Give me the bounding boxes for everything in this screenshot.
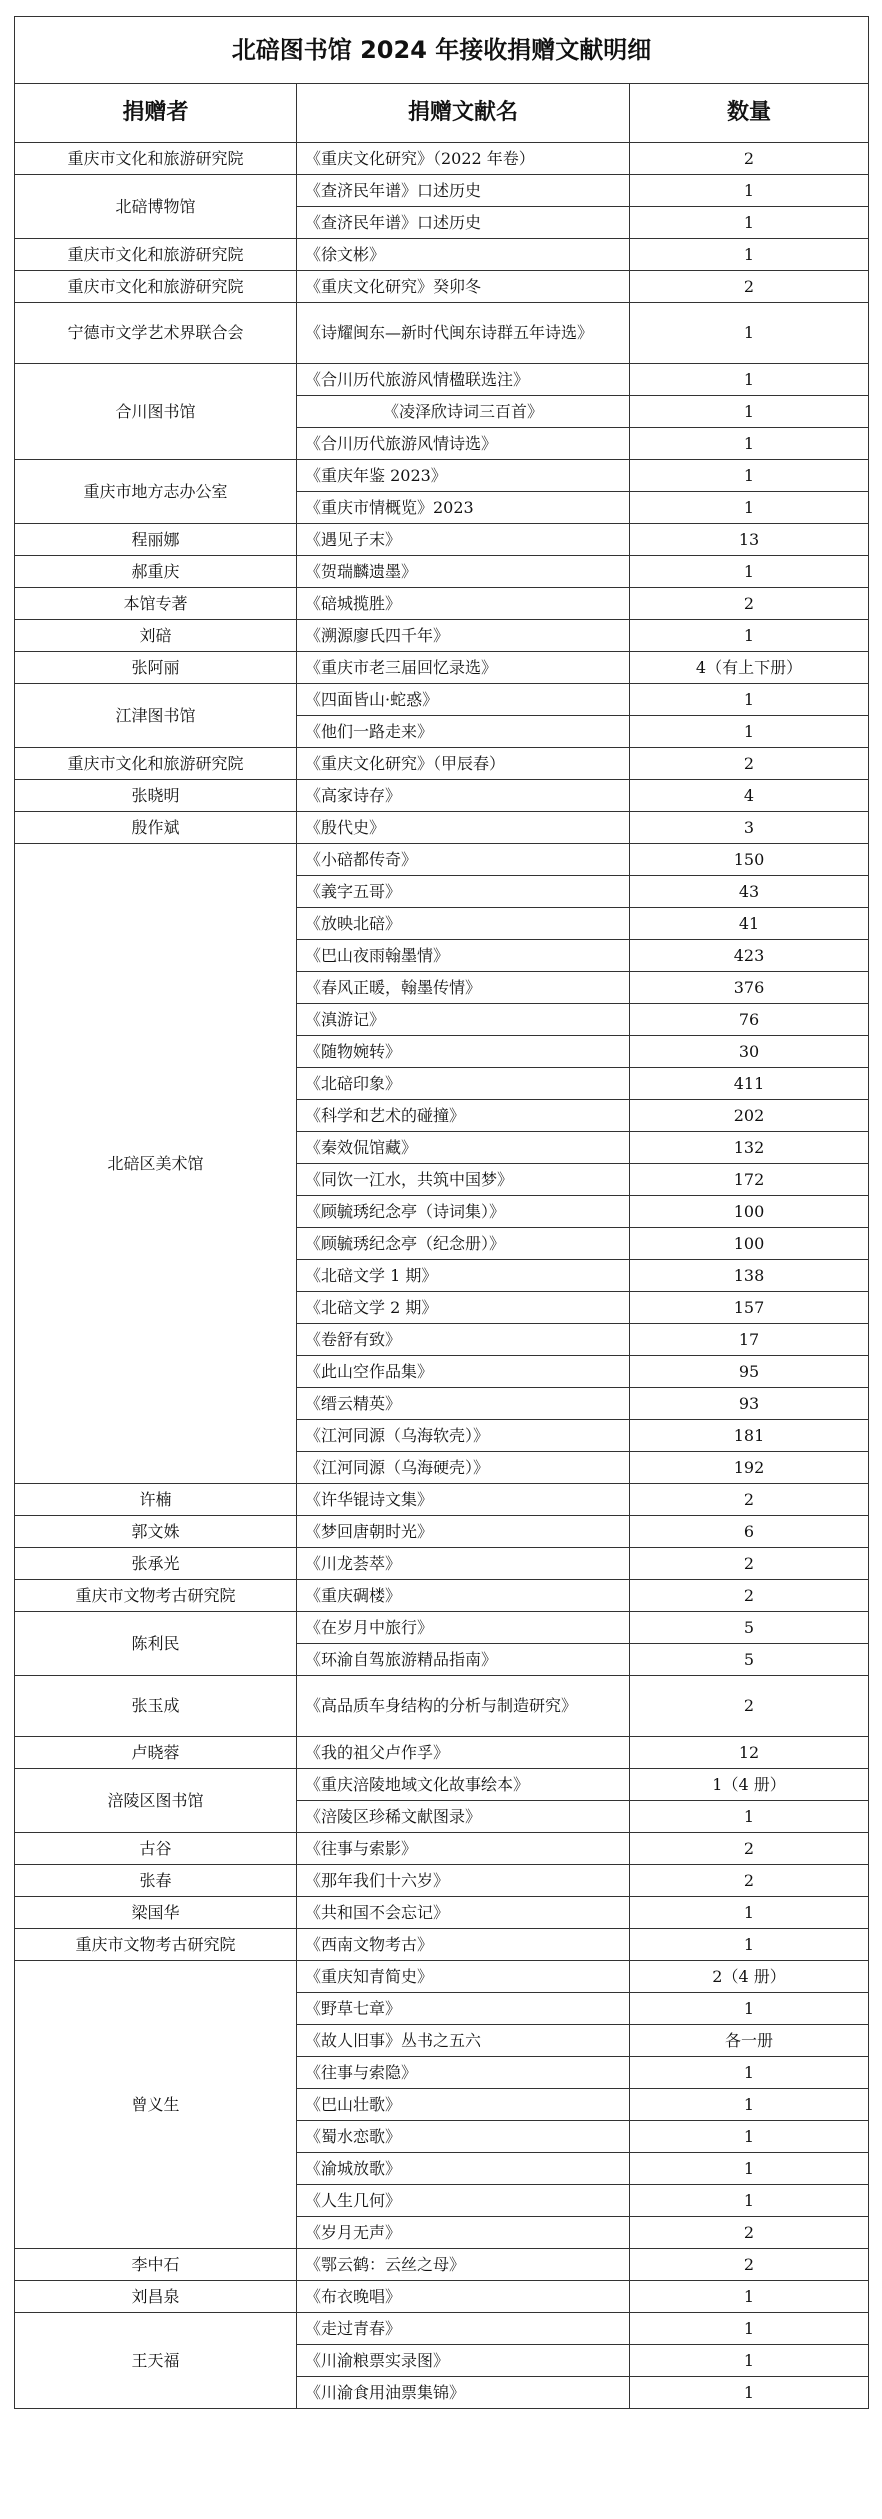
document-title-cell: 《北碚印象》	[297, 1068, 630, 1100]
quantity-cell: 1	[630, 207, 869, 239]
table-row	[15, 652, 869, 684]
document-title-cell: 《鄂云鹤：云丝之母》	[297, 2249, 630, 2281]
table-row	[15, 2281, 869, 2313]
quantity-cell: 1	[630, 2089, 869, 2121]
table-row	[15, 780, 869, 812]
document-title-cell: 《重庆碉楼》	[297, 1580, 630, 1612]
quantity-cell: 2	[630, 1865, 869, 1897]
quantity-cell: 2	[630, 1548, 869, 1580]
donor-cell: 殷作斌	[15, 812, 297, 844]
quantity-cell: 1	[630, 620, 869, 652]
document-title-cell: 《那年我们十六岁》	[297, 1865, 630, 1897]
table-row	[15, 239, 869, 271]
document-title-cell: 《江河同源（乌海软壳）》	[297, 1420, 630, 1452]
donor-cell: 李中石	[15, 2249, 297, 2281]
document-title-cell: 《许华锟诗文集》	[297, 1484, 630, 1516]
quantity-cell: 1	[630, 364, 869, 396]
document-title-cell: 《放映北碚》	[297, 908, 630, 940]
donor-cell: 郭文姝	[15, 1516, 297, 1548]
quantity-cell: 2	[630, 1833, 869, 1865]
quantity-cell: 1	[630, 492, 869, 524]
document-title-cell: 《故人旧事》丛书之五六	[297, 2025, 630, 2057]
column-header-title: 捐赠文献名	[297, 84, 630, 143]
donor-cell: 宁德市文学艺术界联合会	[15, 303, 297, 364]
document-title-cell: 《往事与索隐》	[297, 2057, 630, 2089]
table-row	[15, 1961, 869, 1993]
donor-cell: 张承光	[15, 1548, 297, 1580]
quantity-cell: 1	[630, 2281, 869, 2313]
donor-cell: 重庆市文化和旅游研究院	[15, 143, 297, 175]
quantity-cell: 1（4 册）	[630, 1769, 869, 1801]
document-title-cell: 《高家诗存》	[297, 780, 630, 812]
donor-cell: 程丽娜	[15, 524, 297, 556]
table-row	[15, 303, 869, 364]
document-title-cell: 《重庆文化研究》（2022 年卷）	[297, 143, 630, 175]
document-title-cell: 《涪陵区珍稀文献图录》	[297, 1801, 630, 1833]
donor-cell: 重庆市地方志办公室	[15, 460, 297, 524]
document-title-cell: 《春风正暖，翰墨传情》	[297, 972, 630, 1004]
document-title-cell: 《合川历代旅游风情诗选》	[297, 428, 630, 460]
document-title-cell: 《我的祖父卢作孚》	[297, 1737, 630, 1769]
document-title-cell: 《北碚文学 2 期》	[297, 1292, 630, 1324]
document-title-cell: 《義字五哥》	[297, 876, 630, 908]
quantity-cell: 2	[630, 2249, 869, 2281]
quantity-cell: 1	[630, 556, 869, 588]
quantity-cell: 1	[630, 2153, 869, 2185]
table-row	[15, 556, 869, 588]
document-title-cell: 《重庆涪陵地域文化故事绘本》	[297, 1769, 630, 1801]
table-row	[15, 1548, 869, 1580]
document-title-cell: 《重庆文化研究》癸卯冬	[297, 271, 630, 303]
quantity-cell: 43	[630, 876, 869, 908]
table-row	[15, 364, 869, 396]
quantity-cell: 1	[630, 684, 869, 716]
document-title-cell: 《诗耀闽东—新时代闽东诗群五年诗选》	[297, 303, 630, 364]
table-row	[15, 812, 869, 844]
table-row	[15, 524, 869, 556]
column-header-quantity: 数量	[630, 84, 869, 143]
document-title-cell: 《秦效侃馆藏》	[297, 1132, 630, 1164]
document-title-cell: 《重庆文化研究》（甲辰春）	[297, 748, 630, 780]
quantity-cell: 1	[630, 460, 869, 492]
document-title-cell: 《人生几何》	[297, 2185, 630, 2217]
donor-cell: 北碚区美术馆	[15, 844, 297, 1484]
quantity-cell: 172	[630, 1164, 869, 1196]
document-title-cell: 《巴山夜雨翰墨情》	[297, 940, 630, 972]
document-title-cell: 《重庆年鉴 2023》	[297, 460, 630, 492]
document-title-cell: 《岁月无声》	[297, 2217, 630, 2249]
quantity-cell: 202	[630, 1100, 869, 1132]
quantity-cell: 1	[630, 1897, 869, 1929]
table-row	[15, 1833, 869, 1865]
quantity-cell: 100	[630, 1196, 869, 1228]
document-title-cell: 《共和国不会忘记》	[297, 1897, 630, 1929]
donor-cell: 重庆市文物考古研究院	[15, 1580, 297, 1612]
document-title-cell: 《在岁月中旅行》	[297, 1612, 630, 1644]
table-row	[15, 1929, 869, 1961]
document-title-cell: 《滇游记》	[297, 1004, 630, 1036]
document-title-cell: 《蜀水恋歌》	[297, 2121, 630, 2153]
document-title-cell: 《巴山壮歌》	[297, 2089, 630, 2121]
quantity-cell: 1	[630, 2121, 869, 2153]
quantity-cell: 1	[630, 716, 869, 748]
table-row	[15, 1769, 869, 1801]
title-row	[15, 17, 869, 84]
quantity-cell: 1	[630, 396, 869, 428]
document-title-cell: 《缙云精英》	[297, 1388, 630, 1420]
donor-cell: 陈利民	[15, 1612, 297, 1676]
donation-table	[14, 16, 869, 2409]
page-title: 北碚图书馆 2024 年接收捐赠文献明细	[15, 17, 869, 84]
quantity-cell: 各一册	[630, 2025, 869, 2057]
table-row	[15, 1897, 869, 1929]
document-title-cell: 《查济民年谱》口述历史	[297, 175, 630, 207]
quantity-cell: 423	[630, 940, 869, 972]
table-row	[15, 271, 869, 303]
quantity-cell: 95	[630, 1356, 869, 1388]
document-title-cell: 《此山空作品集》	[297, 1356, 630, 1388]
quantity-cell: 181	[630, 1420, 869, 1452]
donor-cell: 张阿丽	[15, 652, 297, 684]
document-title-cell: 《北碚文学 1 期》	[297, 1260, 630, 1292]
table-row	[15, 1484, 869, 1516]
document-title-cell: 《小碚都传奇》	[297, 844, 630, 876]
quantity-cell: 2	[630, 1676, 869, 1737]
donor-cell: 梁国华	[15, 1897, 297, 1929]
quantity-cell: 2	[630, 1580, 869, 1612]
donor-cell: 重庆市文化和旅游研究院	[15, 271, 297, 303]
quantity-cell: 2	[630, 588, 869, 620]
document-title-cell: 《查济民年谱》口述历史	[297, 207, 630, 239]
quantity-cell: 17	[630, 1324, 869, 1356]
document-title-cell: 《溯源廖氏四千年》	[297, 620, 630, 652]
quantity-cell: 1	[630, 2313, 869, 2345]
donor-cell: 北碚博物馆	[15, 175, 297, 239]
donor-cell: 许楠	[15, 1484, 297, 1516]
quantity-cell: 4	[630, 780, 869, 812]
quantity-cell: 30	[630, 1036, 869, 1068]
quantity-cell: 12	[630, 1737, 869, 1769]
table-row	[15, 1737, 869, 1769]
quantity-cell: 6	[630, 1516, 869, 1548]
document-title-cell: 《西南文物考古》	[297, 1929, 630, 1961]
document-title-cell: 《江河同源（乌海硬壳）》	[297, 1452, 630, 1484]
quantity-cell: 1	[630, 175, 869, 207]
donor-cell: 重庆市文物考古研究院	[15, 1929, 297, 1961]
document-title-cell: 《高品质车身结构的分析与制造研究》	[297, 1676, 630, 1737]
table-row	[15, 588, 869, 620]
document-title-cell: 《重庆市老三届回忆录选》	[297, 652, 630, 684]
donor-cell: 王天福	[15, 2313, 297, 2409]
quantity-cell: 132	[630, 1132, 869, 1164]
table-row	[15, 620, 869, 652]
document-title-cell: 《川龙荟萃》	[297, 1548, 630, 1580]
table-row	[15, 1580, 869, 1612]
donor-cell: 卢晓蓉	[15, 1737, 297, 1769]
document-title-cell: 《卷舒有致》	[297, 1324, 630, 1356]
document-title-cell: 《合川历代旅游风情楹联选注》	[297, 364, 630, 396]
table-row	[15, 684, 869, 716]
table-row	[15, 1516, 869, 1548]
donor-cell: 张春	[15, 1865, 297, 1897]
document-title-cell: 《布衣晚唱》	[297, 2281, 630, 2313]
quantity-cell: 1	[630, 2345, 869, 2377]
table-row	[15, 143, 869, 175]
table-row	[15, 2249, 869, 2281]
quantity-cell: 2	[630, 2217, 869, 2249]
document-title-cell: 《野草七章》	[297, 1993, 630, 2025]
quantity-cell: 76	[630, 1004, 869, 1036]
table-row	[15, 460, 869, 492]
quantity-cell: 1	[630, 428, 869, 460]
donor-cell: 刘昌泉	[15, 2281, 297, 2313]
donor-cell: 江津图书馆	[15, 684, 297, 748]
document-title-cell: 《川渝粮票实录图》	[297, 2345, 630, 2377]
quantity-cell: 2	[630, 748, 869, 780]
document-title-cell: 《走过青春》	[297, 2313, 630, 2345]
table-row	[15, 175, 869, 207]
donor-cell: 刘碚	[15, 620, 297, 652]
quantity-cell: 192	[630, 1452, 869, 1484]
table-row	[15, 1676, 869, 1737]
document-title-cell: 《随物婉转》	[297, 1036, 630, 1068]
quantity-cell: 41	[630, 908, 869, 940]
document-title-cell: 《川渝食用油票集锦》	[297, 2377, 630, 2409]
quantity-cell: 93	[630, 1388, 869, 1420]
donor-cell: 本馆专著	[15, 588, 297, 620]
table-row	[15, 1612, 869, 1644]
column-header-row	[15, 84, 869, 143]
donor-cell: 曾义生	[15, 1961, 297, 2249]
document-title-cell: 《梦回唐朝时光》	[297, 1516, 630, 1548]
document-title-cell: 《顾毓琇纪念亭（纪念册）》	[297, 1228, 630, 1260]
document-title-cell: 《殷代史》	[297, 812, 630, 844]
donor-cell: 涪陵区图书馆	[15, 1769, 297, 1833]
quantity-cell: 1	[630, 2185, 869, 2217]
quantity-cell: 1	[630, 2377, 869, 2409]
quantity-cell: 1	[630, 2057, 869, 2089]
quantity-cell: 2	[630, 143, 869, 175]
document-title-cell: 《科学和艺术的碰撞》	[297, 1100, 630, 1132]
quantity-cell: 100	[630, 1228, 869, 1260]
donor-cell: 合川图书馆	[15, 364, 297, 460]
quantity-cell: 4（有上下册）	[630, 652, 869, 684]
quantity-cell: 2	[630, 271, 869, 303]
document-title-cell: 《四面皆山·蛇惑》	[297, 684, 630, 716]
quantity-cell: 150	[630, 844, 869, 876]
quantity-cell: 5	[630, 1612, 869, 1644]
quantity-cell: 5	[630, 1644, 869, 1676]
document-title-cell: 《遇见子末》	[297, 524, 630, 556]
document-title-cell: 《他们一路走来》	[297, 716, 630, 748]
document-title-cell: 《凌泽欣诗词三百首》	[297, 396, 630, 428]
quantity-cell: 411	[630, 1068, 869, 1100]
document-title-cell: 《同饮一江水，共筑中国梦》	[297, 1164, 630, 1196]
quantity-cell: 1	[630, 1929, 869, 1961]
donor-cell: 古谷	[15, 1833, 297, 1865]
table-row	[15, 1865, 869, 1897]
quantity-cell: 2（4 册）	[630, 1961, 869, 1993]
quantity-cell: 2	[630, 1484, 869, 1516]
document-title-cell: 《重庆知青简史》	[297, 1961, 630, 1993]
quantity-cell: 1	[630, 1993, 869, 2025]
donor-cell: 郝重庆	[15, 556, 297, 588]
donor-cell: 重庆市文化和旅游研究院	[15, 748, 297, 780]
donor-cell: 重庆市文化和旅游研究院	[15, 239, 297, 271]
donor-cell: 张玉成	[15, 1676, 297, 1737]
quantity-cell: 376	[630, 972, 869, 1004]
donor-cell: 张晓明	[15, 780, 297, 812]
document-title-cell: 《碚城揽胜》	[297, 588, 630, 620]
quantity-cell: 13	[630, 524, 869, 556]
document-title-cell: 《贺瑞麟遗墨》	[297, 556, 630, 588]
quantity-cell: 1	[630, 1801, 869, 1833]
donation-table-container	[14, 16, 868, 2409]
quantity-cell: 138	[630, 1260, 869, 1292]
column-header-donor: 捐赠者	[15, 84, 297, 143]
table-row	[15, 2313, 869, 2345]
quantity-cell: 157	[630, 1292, 869, 1324]
document-title-cell: 《往事与索影》	[297, 1833, 630, 1865]
document-title-cell: 《徐文彬》	[297, 239, 630, 271]
quantity-cell: 3	[630, 812, 869, 844]
quantity-cell: 1	[630, 303, 869, 364]
document-title-cell: 《渝城放歌》	[297, 2153, 630, 2185]
table-body	[15, 143, 869, 2409]
document-title-cell: 《重庆市情概览》2023	[297, 492, 630, 524]
quantity-cell: 1	[630, 239, 869, 271]
document-title-cell: 《顾毓琇纪念亭（诗词集）》	[297, 1196, 630, 1228]
table-row	[15, 844, 869, 876]
document-title-cell: 《环渝自驾旅游精品指南》	[297, 1644, 630, 1676]
table-row	[15, 748, 869, 780]
